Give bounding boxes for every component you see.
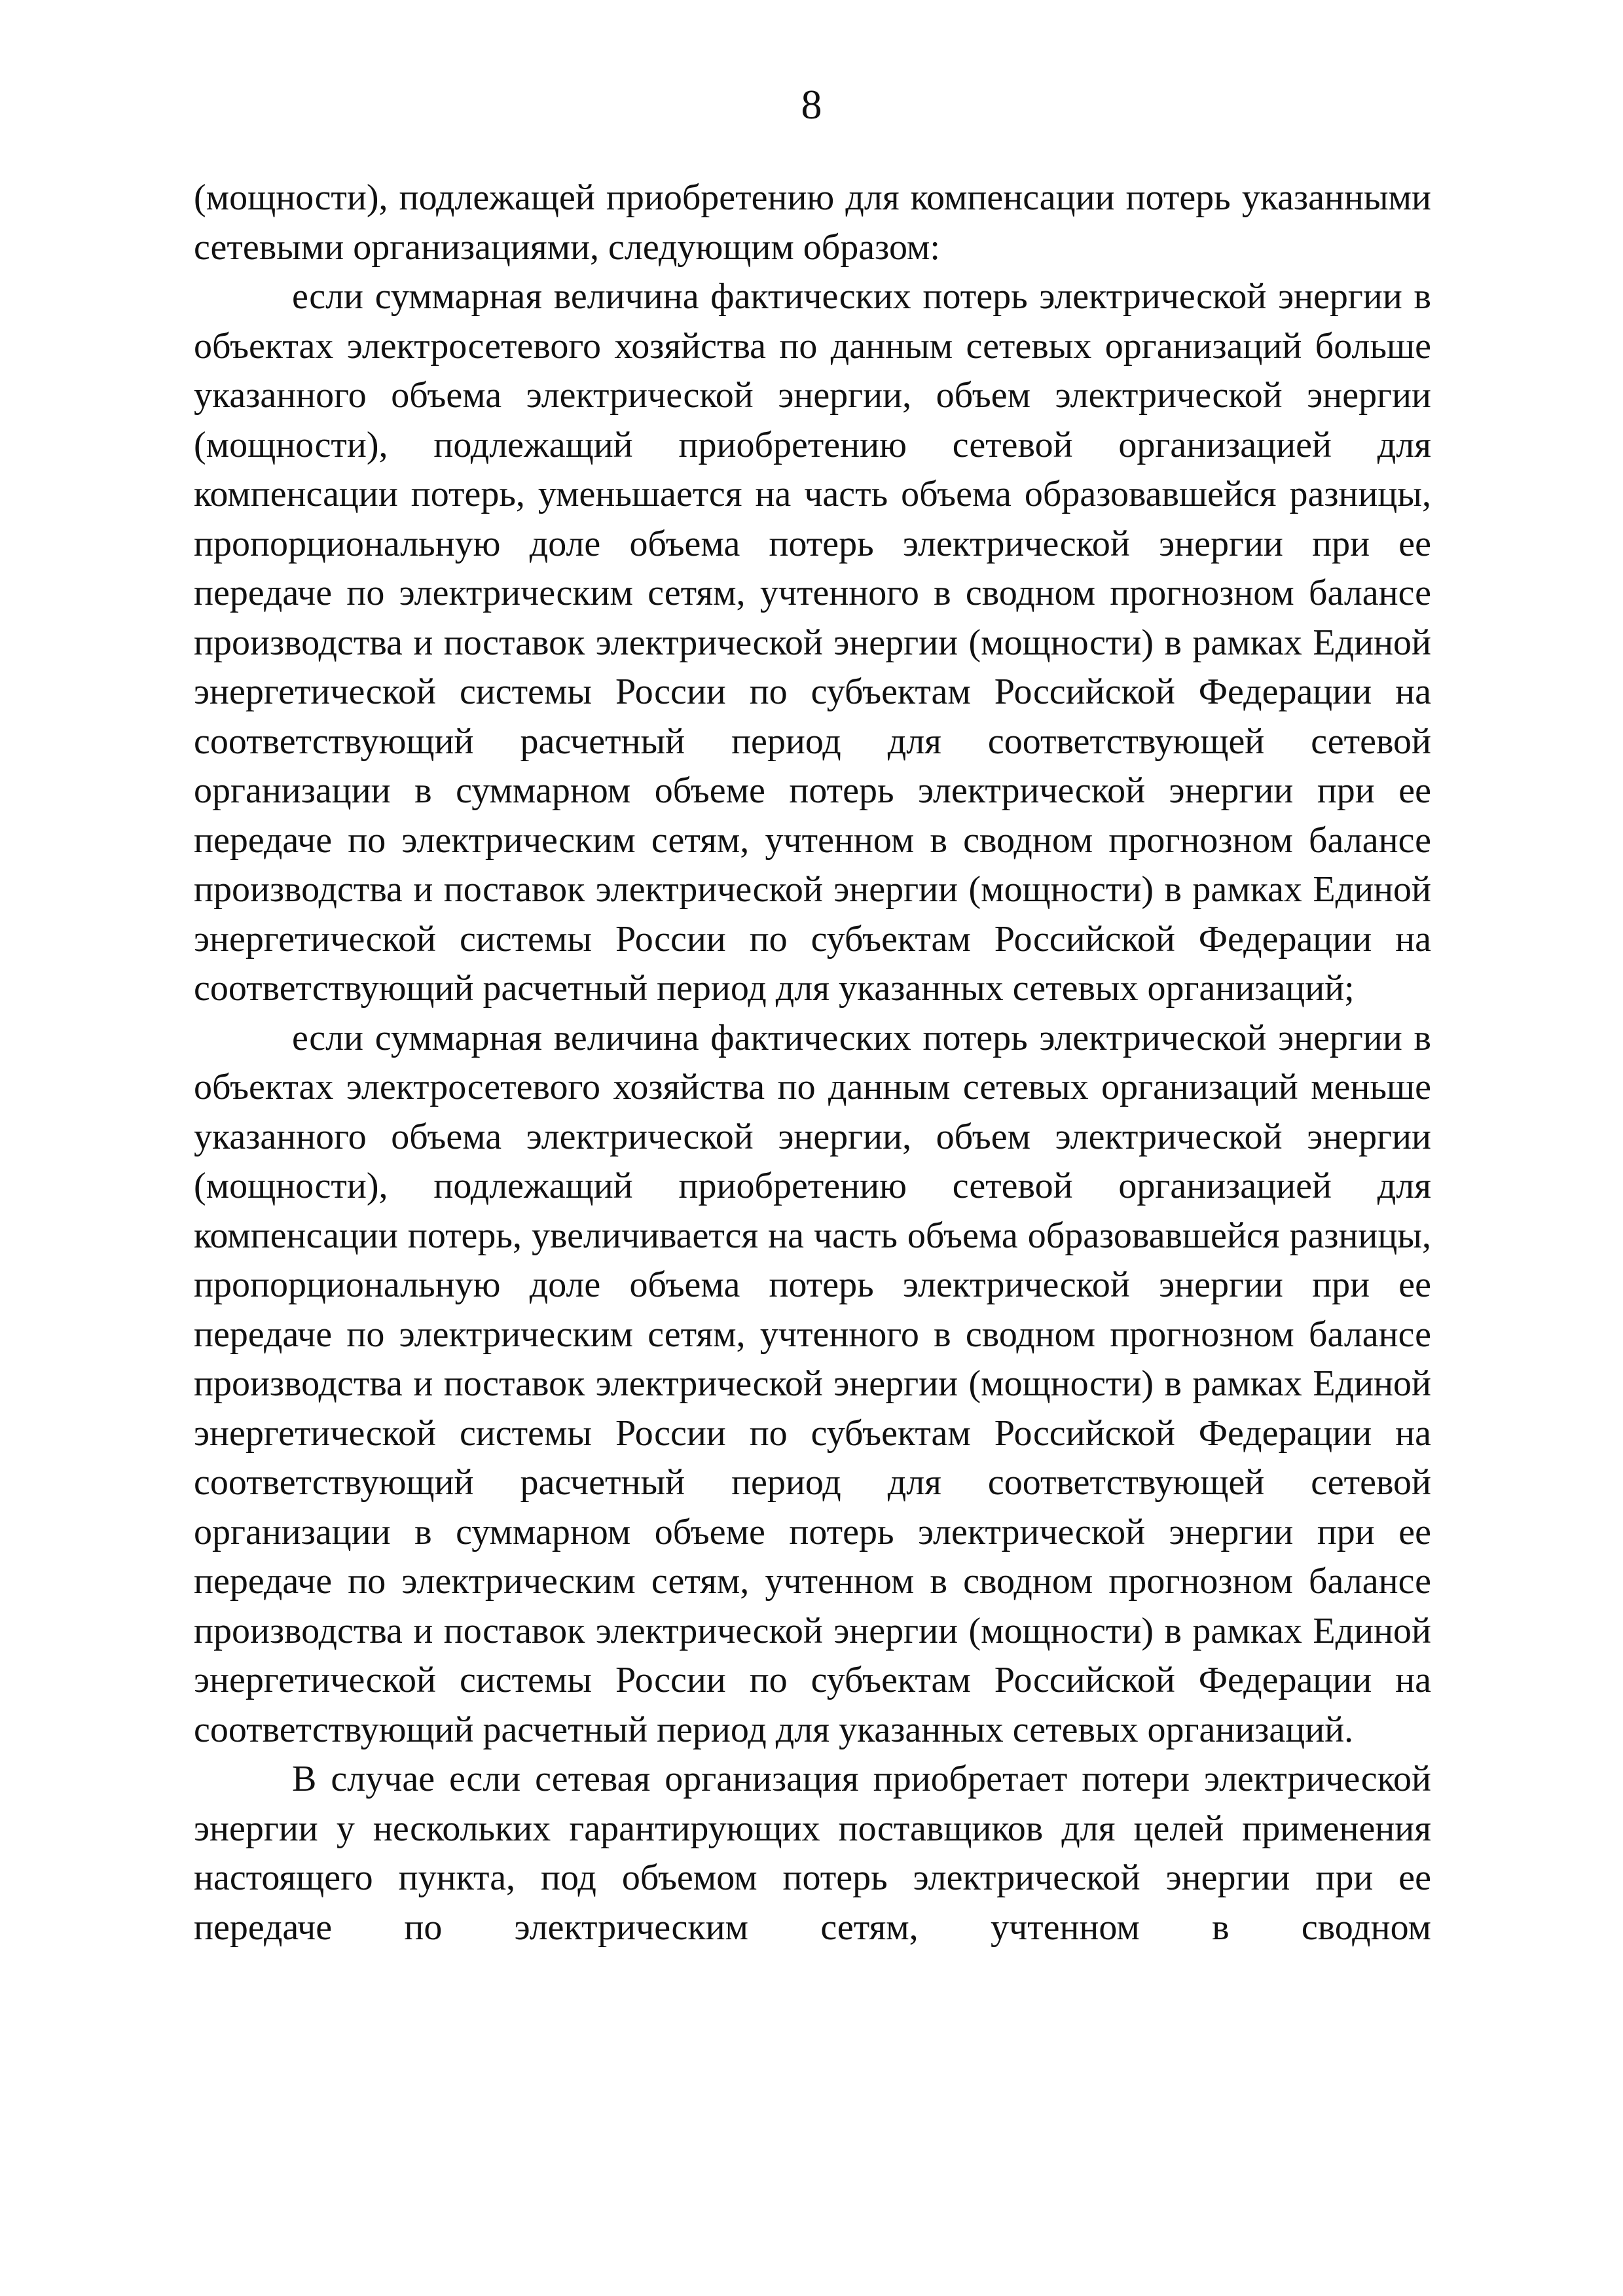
page-number: 8: [801, 81, 822, 128]
paragraph-multiple-suppliers: В случае если сетевая организация приобретает потери электрической энергии у нескольких гарантирующих поставщиков для целей применения настоящего пункта, под объемом потерь электрической энергии при ее передаче по электрическим сетям, учтенном в сводном: [194, 1759, 1431, 1948]
paragraph-losses-greater: если суммарная величина фактических потерь электрической энергии в объектах электросетевого хозяйства по данным сетевых организаций больше указанного объема электрической энергии, объем электрической энергии (мощности), подлежащий приобретению сетевой организацией для компенсации потерь, уменьшается на часть объема образовавшейся разницы, пропорциональную доле объема потерь электрической энергии при ее передаче по электрическим сетям, учтенного в сводном прогнозном балансе производства и поставок электрической энергии (мощности) в рамках Единой энергетической системы России по субъектам Российской Федерации на соответствующий расчетный период для соответствующей сетевой организации в суммарном объеме потерь электрической энергии при ее передаче по электрическим сетям, учтенном в сводном прогнозном балансе производства и поставок электрической энергии (мощности) в рамках Единой энергетической системы России по субъектам Российской Федерации на соответствующий расчетный период для указанных сетевых организаций;: [194, 276, 1431, 1009]
paragraph-continuation: (мощности), подлежащей приобретению для компенсации потерь указанными сетевыми организациями, следующим образом:: [194, 177, 1431, 268]
paragraph-losses-less: если суммарная величина фактических потерь электрической энергии в объектах электросетевого хозяйства по данным сетевых организаций меньше указанного объема электрической энергии, объем электрической энергии (мощности), подлежащий приобретению сетевой организацией для компенсации потерь, увеличивается на часть объема образовавшейся разницы, пропорциональную доле объема потерь электрической энергии при ее передаче по электрическим сетям, учтенного в сводном прогнозном балансе производства и поставок электрической энергии (мощности) в рамках Единой энергетической системы России по субъектам Российской Федерации на соответствующий расчетный период для соответствующей сетевой организации в суммарном объеме потерь электрической энергии при ее передаче по электрическим сетям, учтенном в сводном прогнозном балансе производства и поставок электрической энергии (мощности) в рамках Единой энергетической системы России по субъектам Российской Федерации на соответствующий расчетный период для указанных сетевых организаций.: [194, 1017, 1431, 1750]
document-body: [194, 173, 1431, 1952]
